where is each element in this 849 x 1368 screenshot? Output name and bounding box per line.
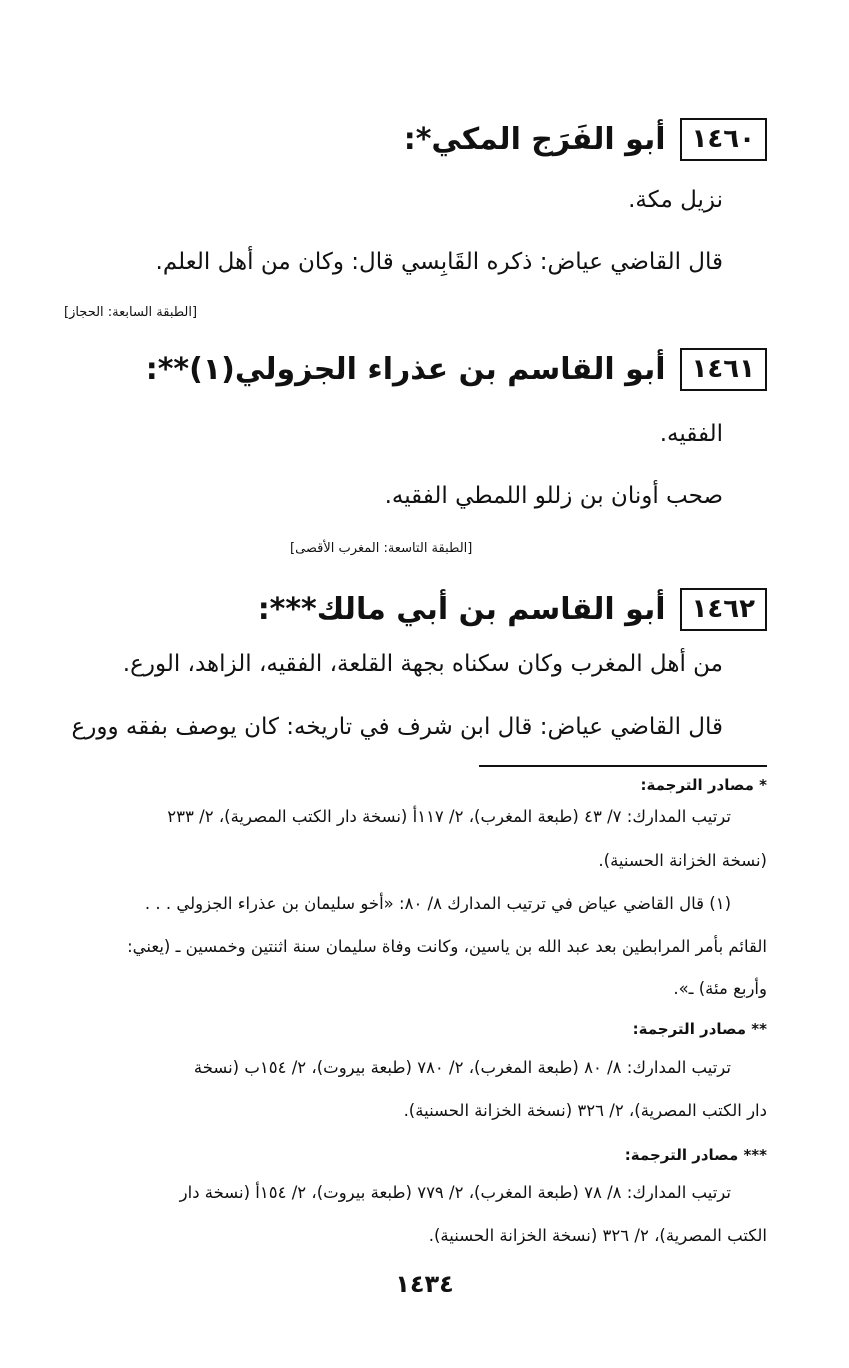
footnote-line: ترتيب المدارك: ٨/ ٨٠ (طبعة المغرب)، ٢/ ٧٨٠ (طبعة بيروت)، ٢/ ١٥٤ب (نسخة	[193, 1058, 731, 1077]
entry-heading	[146, 348, 767, 391]
entry-text-line: قال القاضي عياض: قال ابن شرف في تاريخه: كان يوصف بفقه وورع	[71, 714, 723, 740]
footnote-heading: *** مصادر الترجمة:	[624, 1146, 767, 1164]
entry-text-line: الفقيه.	[659, 421, 723, 447]
footnote-line: (١) قال القاضي عياض في ترتيب المدارك ٨/ ٨٠: «أخو سليمان بن عذراء الجزولي . . .	[144, 894, 731, 913]
footnote-line: (نسخة الخزانة الحسنية).	[598, 851, 767, 870]
footnote-separator	[479, 765, 767, 767]
entry-text-line: نزيل مكة.	[628, 187, 723, 213]
footnote-line: ترتيب المدارك: ٧/ ٤٣ (طبعة المغرب)، ٢/ ١١٧أ (نسخة دار الكتب المصرية)، ٢/ ٢٣٣	[167, 807, 731, 826]
entry-text-line: صحب أونان بن زللو اللمطي الفقيه.	[384, 483, 723, 509]
entry-text-line: من أهل المغرب وكان سكناه بجهة القلعة، الفقيه، الزاهد، الورع.	[122, 651, 723, 677]
entry-number-box: ١٤٦٢	[680, 588, 767, 631]
entry-number-box: ١٤٦٠	[680, 118, 767, 161]
entry-title: أبو الفَرَج المكي*:	[403, 122, 666, 158]
entry-heading	[404, 118, 767, 161]
footnote-heading: * مصادر الترجمة:	[640, 776, 767, 794]
entry-number-box: ١٤٦١	[680, 348, 767, 391]
entry-title: أبو القاسم بن أبي مالك***:	[257, 592, 666, 628]
footnote-line: وأربع مئة) ـ».	[673, 979, 767, 998]
footnote-heading: ** مصادر الترجمة:	[632, 1020, 767, 1038]
footnote-line: ترتيب المدارك: ٨/ ٧٨ (طبعة المغرب)، ٢/ ٧٧٩ (طبعة بيروت)، ٢/ ١٥٤أ (نسخة دار	[179, 1183, 731, 1202]
entry-heading	[258, 588, 767, 631]
footnote-line: القائم بأمر المرابطين بعد عبد الله بن ياسين، وكانت وفاة سليمان سنة اثنتين وخمسين ـ (يعني:	[127, 937, 767, 956]
entry-title: أبو القاسم بن عذراء الجزولي(١)**:	[145, 352, 666, 388]
page-number: ١٤٣٤	[395, 1270, 454, 1298]
footnote-line: دار الكتب المصرية)، ٢/ ٣٢٦ (نسخة الخزانة الحسنية).	[403, 1101, 767, 1120]
category-tag: [الطبقة السابعة: الحجاز]	[64, 305, 198, 320]
category-tag: [الطبقة التاسعة: المغرب الأقصى]	[290, 541, 473, 556]
footnote-line: الكتب المصرية)، ٢/ ٣٢٦ (نسخة الخزانة الحسنية).	[428, 1226, 767, 1245]
entry-text-line: قال القاضي عياض: ذكره القَابِسي قال: وكان من أهل العلم.	[155, 249, 723, 275]
